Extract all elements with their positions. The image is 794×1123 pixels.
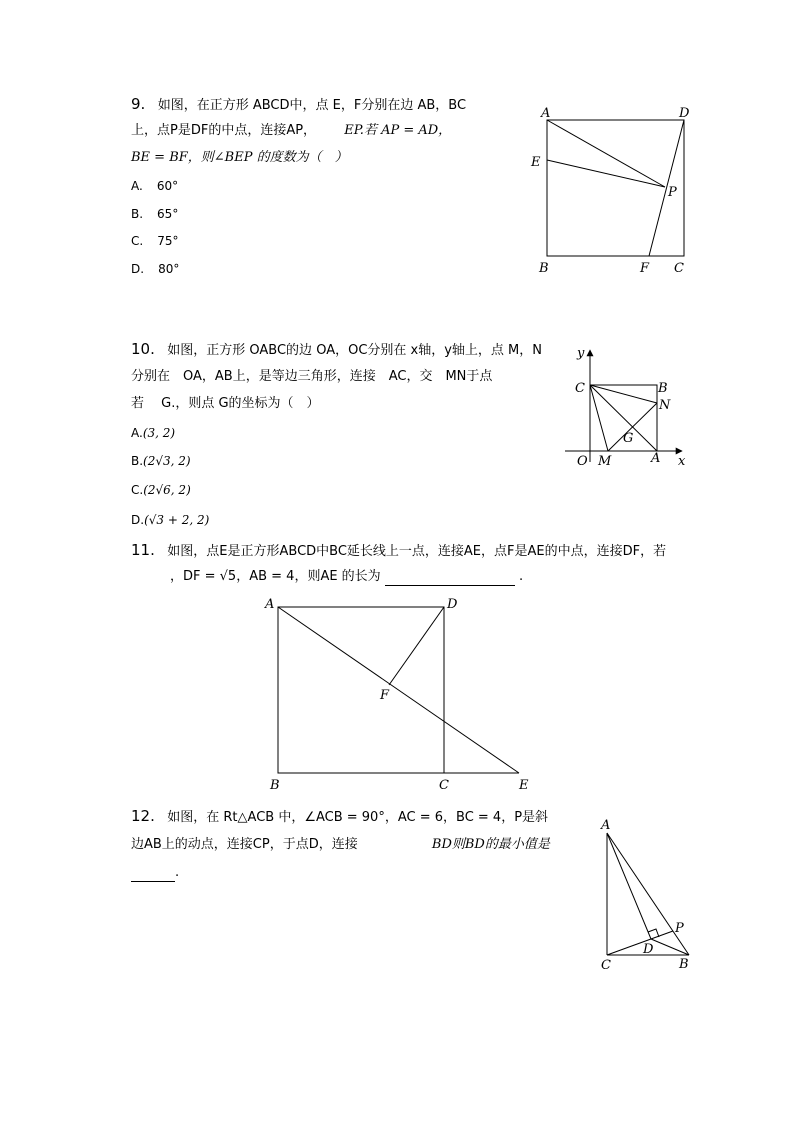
q9-option-c[interactable]: C. 75°	[131, 234, 179, 248]
q12-label-d: D	[643, 942, 654, 957]
q9-option-b[interactable]: B. 65°	[131, 207, 179, 221]
q10-option-c[interactable]: C.(2√6, 2)	[131, 483, 191, 497]
q10-line3: 若 G.，则点 G的坐标为（ ）	[131, 396, 320, 411]
q12-label-p: P	[675, 921, 684, 936]
q9-label-e: E	[531, 155, 541, 170]
q9-label-d: D	[679, 106, 690, 121]
q11-label-e: E	[519, 778, 529, 793]
q10-label-m: M	[598, 454, 612, 469]
q11-number: 11.	[131, 541, 155, 559]
q10-label-c: C	[575, 381, 585, 396]
q12-segment-ab	[607, 833, 689, 955]
q9-option-d[interactable]: D. 80°	[131, 262, 180, 276]
q10-label-o: O	[577, 454, 588, 469]
q11-label-a: A	[265, 597, 275, 612]
q10-label-b: B	[658, 381, 668, 396]
q11-line1: 11. 如图，点E是正方形ABCD中BC延长线上一点，连接AE，点F是AE的中点，连接DF，若	[131, 541, 667, 559]
q11-label-c: C	[439, 778, 449, 793]
q9-line1: 9. 如图，在正方形 ABCD中，点 E，F分别在边 AB，BC	[131, 95, 467, 113]
q10-option-d[interactable]: D.(√3 + 2, 2)	[131, 513, 210, 527]
q12-segment-ad	[607, 833, 651, 939]
q9-label-b: B	[539, 261, 549, 276]
q9-label-f: F	[640, 261, 650, 276]
q11-label-d: D	[447, 597, 458, 612]
q10-label-n: N	[659, 398, 671, 413]
q11-label-b: B	[270, 778, 280, 793]
q10-option-a[interactable]: A.(3, 2)	[131, 426, 176, 440]
q9-number: 9.	[131, 95, 146, 113]
q10-line2: 分别在 OA，AB上，是等边三角形，连接 AC，交 MN于点	[131, 369, 493, 384]
q10-label-g: G	[623, 431, 634, 446]
q12-line3: .	[131, 864, 179, 882]
q12-label-a: A	[601, 818, 611, 833]
q10-option-b[interactable]: B.(2√3, 2)	[131, 454, 191, 468]
q12-segment-cp	[607, 931, 673, 955]
q9-label-p: P	[668, 185, 677, 200]
q9-option-a[interactable]: A. 60°	[131, 179, 179, 193]
q12-line2: 边AB上的动点，连接CP，于点D，连接 BD则BD的最小值是	[131, 837, 550, 852]
q12-label-c: C	[601, 958, 611, 973]
q12-number: 12.	[131, 807, 155, 825]
q10-label-a: A	[651, 451, 661, 466]
q10-line1: 10. 如图，正方形 OABC的边 OA，OC分别在 x轴，y轴上，点 M，N	[131, 340, 542, 358]
q9-line3: BE = BF，则∠BEP 的度数为（ ）	[131, 150, 348, 165]
q10-label-y: y	[577, 346, 585, 361]
q12-line1: 12. 如图，在 Rt△ACB 中，∠ACB = 90°，AC = 6，BC = 4，P是斜	[131, 807, 549, 825]
q11-line2: ，DF = √5，AB = 4，则AE 的长为 .	[170, 569, 524, 584]
q9-label-a: A	[541, 106, 551, 121]
q12-label-b: B	[679, 957, 689, 972]
q9-line2: 上，点P是DF的中点，连接AP， EP.若 AP = AD，	[131, 123, 452, 138]
q11-label-f: F	[380, 688, 390, 703]
q10-label-x: x	[678, 454, 686, 469]
q9-label-c: C	[674, 261, 684, 276]
q10-number: 10.	[131, 340, 155, 358]
